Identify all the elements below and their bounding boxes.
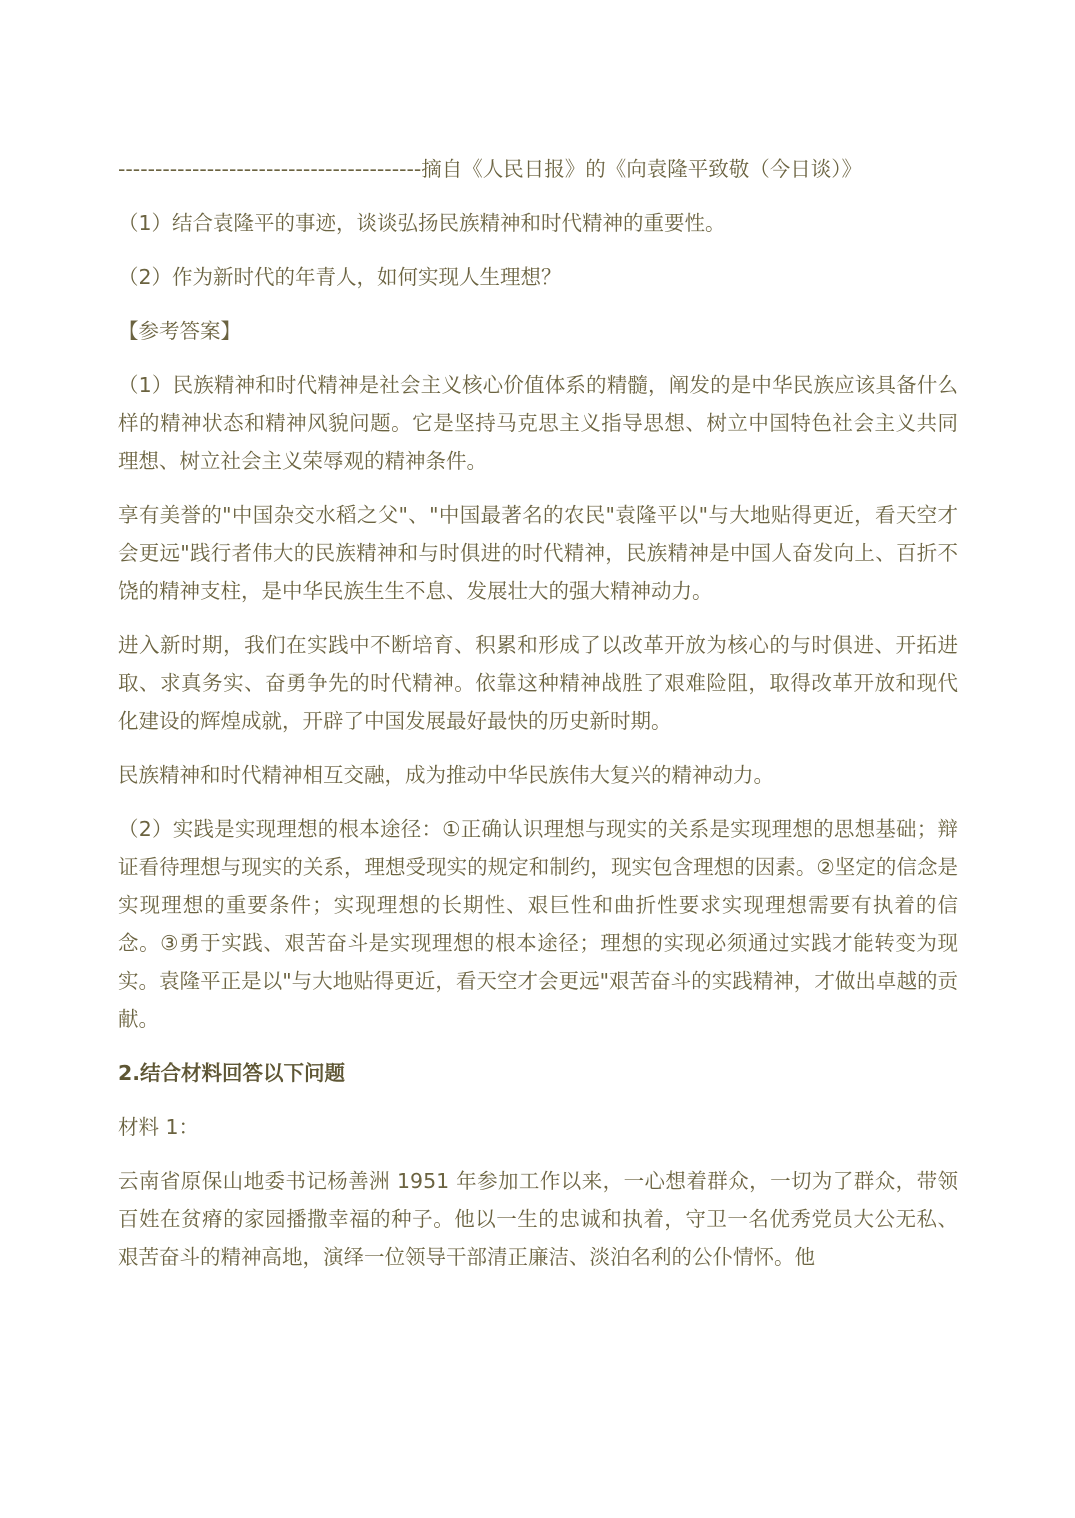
- answer-2: （2）实践是实现理想的根本途径：①正确认识理想与现实的关系是实现理想的思想基础；辩证看待理想与现实的关系，理想受现实的规定和制约，现实包含理想的因素。②坚定的信念是实现理想的重要条件；实现理想的长期性、艰巨性和曲折性要求实现理想需要有执着的信念。③勇于实践、艰苦奋斗是实现理想的根本途径；理想的实现必须通过实践才能转变为现实。袁隆平正是以"与大地贴得更近，看天空才会更远"艰苦奋斗的实践精神，才做出卓越的贡献。: [118, 817, 958, 1031]
- question-1: （1）结合袁隆平的事迹，谈谈弘扬民族精神和时代精神的重要性。: [118, 211, 726, 235]
- question-heading: 2.结合材料回答以下问题: [118, 1061, 346, 1085]
- answer-1-paragraph-4: 民族精神和时代精神相互交融，成为推动中华民族伟大复兴的精神动力。: [118, 763, 774, 787]
- material-text: 云南省原保山地委书记杨善洲 1951 年参加工作以来，一心想着群众，一切为了群众，带领百姓在贫瘠的家园播撒幸福的种子。他以一生的忠诚和执着，守卫一名优秀党员大公无私、艰苦奋斗的精神高地，演绎一位领导干部清正廉洁、淡泊名利的公仆情怀。他: [118, 1169, 958, 1269]
- answer-1-paragraph-2: 享有美誉的"中国杂交水稻之父"、"中国最著名的农民"袁隆平以"与大地贴得更近，看天空才会更远"践行者伟大的民族精神和与时俱进的时代精神，民族精神是中国人奋发向上、百折不饶的精神支柱，是中华民族生生不息、发展壮大的强大精神动力。: [118, 503, 958, 603]
- answer-1-paragraph-3: 进入新时期，我们在实践中不断培育、积累和形成了以改革开放为核心的与时俱进、开拓进取、求真务实、奋勇争先的时代精神。依靠这种精神战胜了艰难险阻，取得改革开放和现代化建设的辉煌成就，开辟了中国发展最好最快的历史新时期。: [118, 633, 958, 733]
- document-page: [118, 150, 958, 1292]
- answer-label: 【参考答案】: [118, 319, 241, 343]
- material-label: 材料 1：: [118, 1115, 200, 1139]
- answer-1-paragraph-1: （1）民族精神和时代精神是社会主义核心价值体系的精髓，阐发的是中华民族应该具备什么样的精神状态和精神风貌问题。它是坚持马克思主义指导思想、树立中国特色社会主义共同理想、树立社会主义荣辱观的精神条件。: [118, 373, 958, 473]
- source-citation: -----------------------------------------摘自《人民日报》的《向袁隆平致敬（今日谈）》: [118, 157, 863, 181]
- question-2: （2）作为新时代的年青人，如何实现人生理想？: [118, 265, 562, 289]
